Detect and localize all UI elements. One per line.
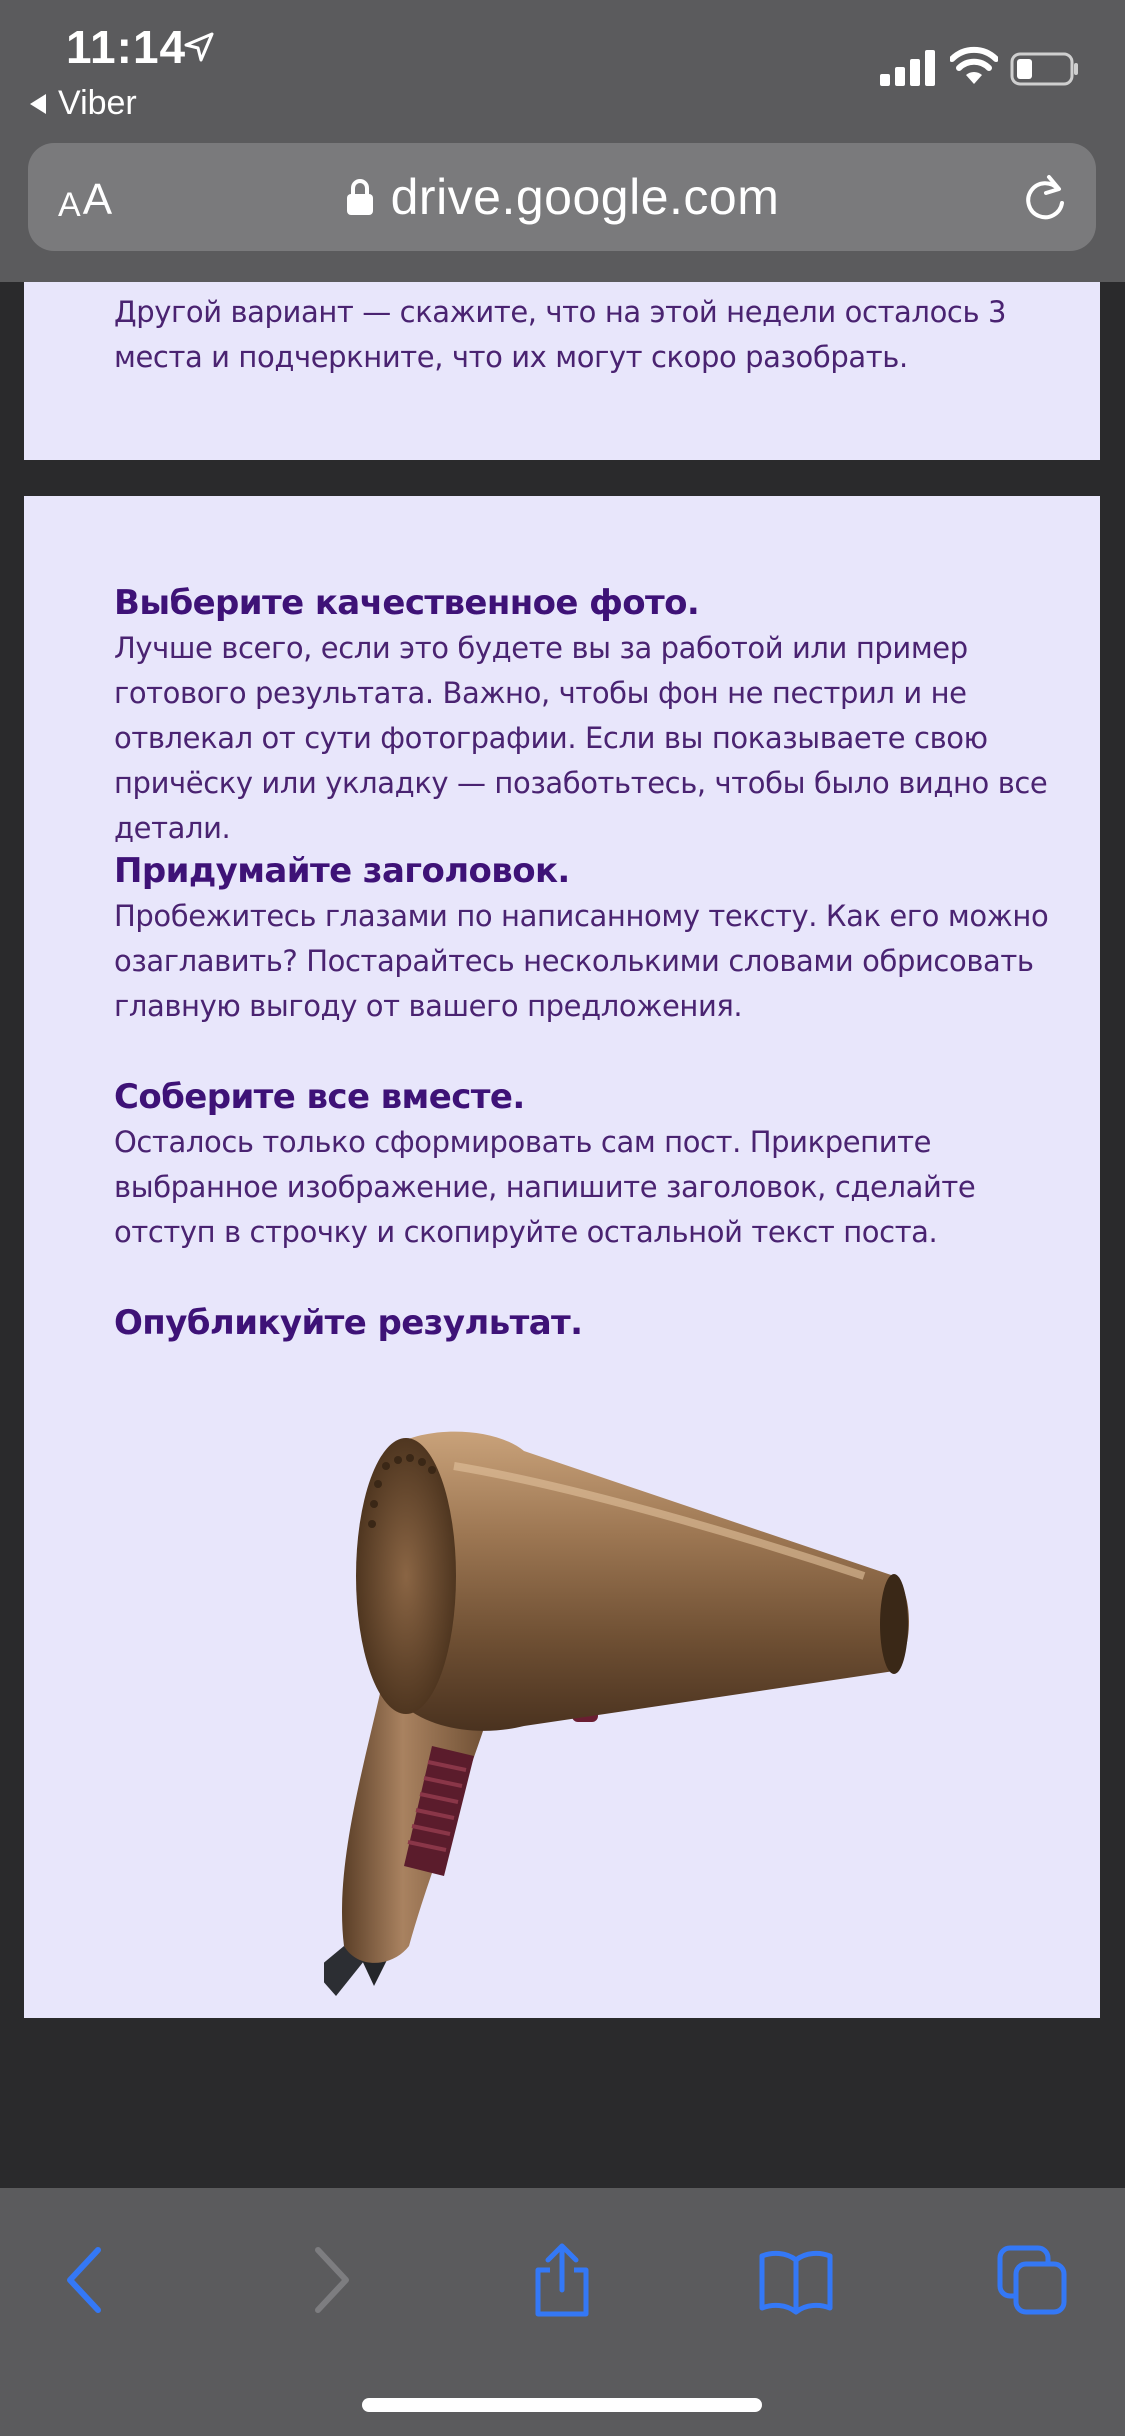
- reload-icon[interactable]: [1020, 173, 1070, 223]
- browser-top-chrome: [0, 0, 1125, 282]
- lock-icon: [345, 177, 375, 217]
- section-title: [114, 848, 1074, 1029]
- section-photo: [114, 580, 1074, 851]
- section-heading: Придумайте заголовок.: [114, 851, 570, 891]
- hair-dryer-image: [324, 1426, 944, 2018]
- top-paragraph: Другой вариант — скажите, что на этой недели осталось 3 места и подчеркните, что их могут скоро разобрать.: [114, 295, 1007, 374]
- section-combine: [114, 1074, 1074, 1255]
- wifi-icon: [950, 46, 998, 86]
- section-heading: Выберите качественное фото.: [114, 583, 700, 623]
- back-app-label: Viber: [58, 84, 137, 122]
- back-icon[interactable]: [50, 2242, 126, 2318]
- browser-toolbar: [0, 2188, 1125, 2436]
- section-body: Лучше всего, если это будете вы за работой или пример готового результата. Важно, чтобы фон не пестрил и не отвлекал от сути фотографии. Если вы показываете свою причёску или укладку — позаботьтесь, чтобы было видно все детали.: [114, 631, 1048, 845]
- text-size-large-label: A: [82, 175, 113, 224]
- forward-icon[interactable]: [290, 2242, 366, 2318]
- section-heading: Опубликуйте результат.: [114, 1303, 583, 1343]
- battery-icon: [1010, 52, 1080, 86]
- bookmarks-icon[interactable]: [758, 2242, 834, 2318]
- address-bar[interactable]: [28, 143, 1096, 251]
- home-indicator[interactable]: [362, 2398, 762, 2412]
- url-text: drive.google.com: [390, 169, 780, 225]
- text-size-small-label: A: [58, 186, 81, 224]
- section-body: Осталось только сформировать сам пост. Прикрепите выбранное изображение, напишите заголовок, сделайте отступ в строчку и скопируйте остальной текст поста.: [114, 1125, 976, 1249]
- share-icon[interactable]: [524, 2242, 600, 2318]
- url-display[interactable]: [28, 167, 1096, 227]
- back-to-app-button[interactable]: [30, 84, 137, 123]
- section-heading: Соберите все вместе.: [114, 1077, 525, 1117]
- location-arrow-icon: [182, 30, 216, 64]
- status-time: 11:14: [66, 21, 187, 73]
- back-triangle-icon: [30, 94, 46, 114]
- cellular-signal-icon: [880, 50, 936, 86]
- tabs-icon[interactable]: [994, 2242, 1070, 2318]
- content-card-top: [24, 282, 1100, 460]
- section-body: Пробежитесь глазами по написанному тексту. Как его можно озаглавить? Постарайтесь несколькими словами обрисовать главную выгоду от вашего предложения.: [114, 899, 1049, 1023]
- content-card-main: [24, 496, 1100, 2018]
- section-publish: [114, 1300, 1074, 1346]
